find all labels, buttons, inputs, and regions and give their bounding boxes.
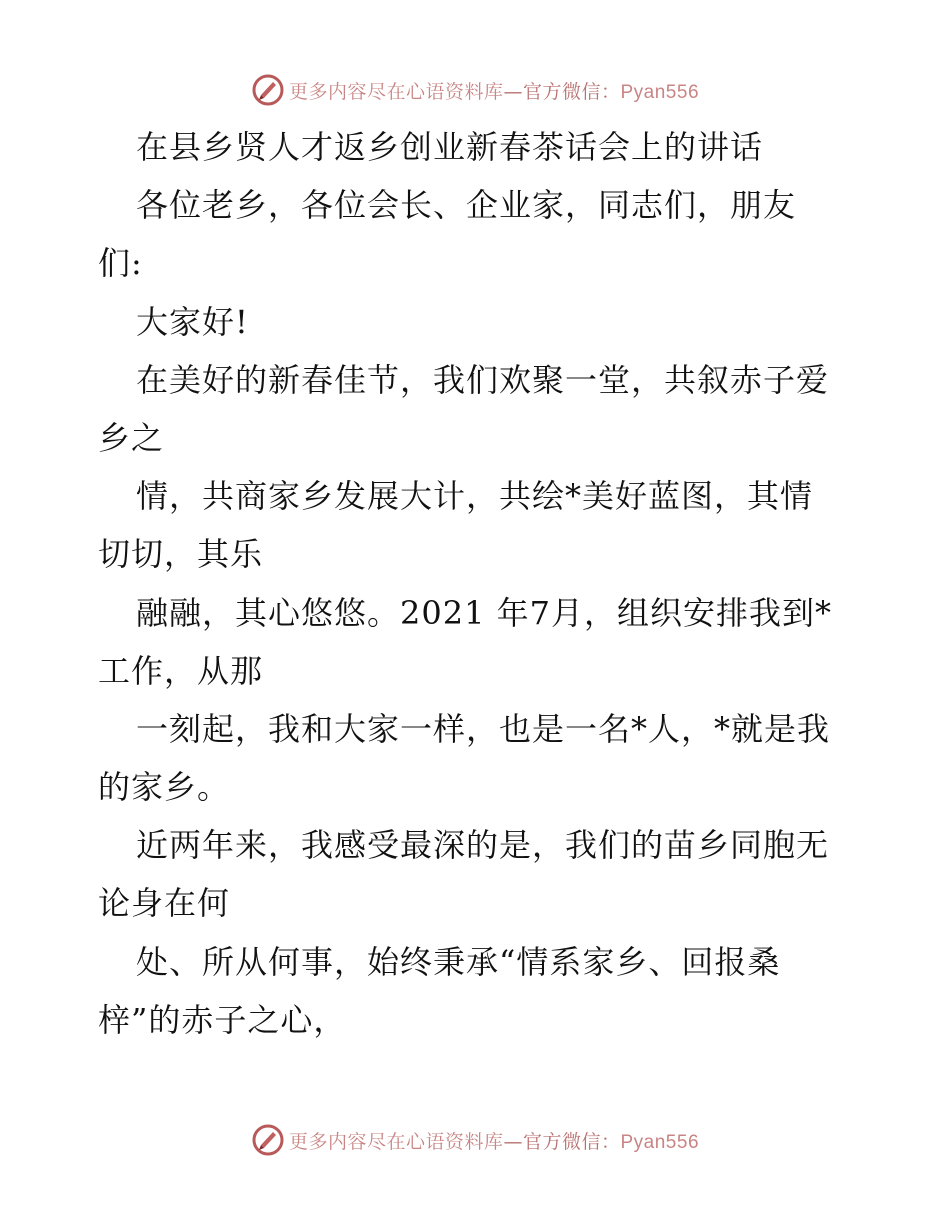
paragraph-line: 的家乡。 [98,768,231,807]
paragraph-line: 在美好的新春佳节，我们欢聚一堂，共叙赤子爱 [136,360,830,399]
paragraph-line: 融融，其心悠悠。2021 年7月，组织安排我到* [136,593,832,632]
paragraph-line: 近两年来，我感受最深的是，我们的苗乡同胞无 [136,826,830,865]
paragraph-line: 一刻起，我和大家一样，也是一名*人，*就是我 [136,709,831,748]
document-body [98,118,858,1049]
document-title: 在县乡贤人才返乡创业新春茶话会上的讲话 [136,128,764,166]
header-site-name: 更多内容尽在心语资料库 [288,80,504,103]
paragraph-line: 们: [98,244,143,283]
paragraph-line: 各位老乡，各位会长、企业家，同志们，朋友 [136,186,797,225]
header-wechat-handle: Pyan556 [620,81,700,103]
paragraph-line: 乡之 [98,418,165,457]
paragraph-line: 论身在何 [98,884,231,923]
pen-logo-icon [251,73,285,107]
pen-logo-icon [251,1123,285,1157]
paragraph-line: 切切，其乐 [98,535,264,574]
header-watermark [0,70,950,110]
footer-dash: — [503,1130,523,1153]
header-dash: — [503,80,523,103]
paragraph-line: 情，共商家乡发展大计，共绘*美好蓝图，其情 [136,477,814,516]
header-wechat-label: 官方微信： [522,80,621,103]
footer-wechat-handle: Pyan556 [620,1131,700,1153]
paragraph-line: 梓”的赤子之心， [98,1000,347,1039]
footer-site-name: 更多内容尽在心语资料库 [288,1130,504,1153]
footer-wechat-label: 官方微信： [522,1130,621,1153]
footer-watermark [0,1120,950,1160]
paragraph-line: 工作，从那 [98,651,264,690]
paragraph-line: 处、所从何事，始终秉承“情系家乡、回报桑 [136,942,781,981]
paragraph-line: 大家好! [136,302,249,341]
